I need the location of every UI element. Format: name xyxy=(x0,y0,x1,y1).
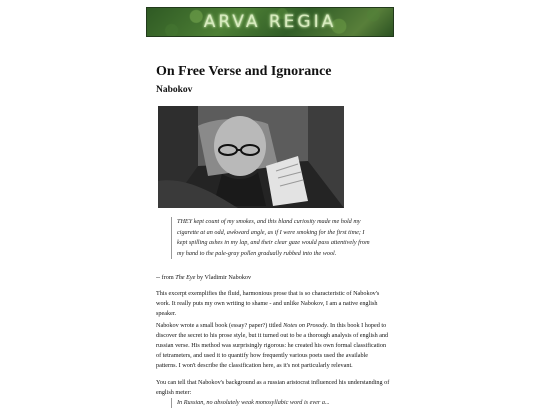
site-banner[interactable] xyxy=(146,7,394,37)
source-suffix: by Vladimir Nabokov xyxy=(196,274,252,281)
author-photo xyxy=(158,106,344,208)
author-photo-illustration xyxy=(158,106,344,208)
article-author: Nabokov xyxy=(156,85,193,95)
paragraph-2-book-title: Notes on Prosody xyxy=(283,322,327,329)
source-work-title: The Eye xyxy=(175,274,196,281)
excerpt-blockquote: THEY kept count of my smokes, and this bland curiosity made me hold my cigarette at an odd, awkward angle, as if I were smoking for the first time; I kept spilling ashes in my lap, and their clear gaze would pass attentively from my hand to the pale-gray pollen gradually rubbed into the wool. xyxy=(171,217,373,259)
excerpt-source xyxy=(156,273,251,283)
paragraph-1: This excerpt exemplifies the fluid, harmonious prose that is so characteristic of Nabokov's work. It really puts my own writing to shame - and unlike Nabokov, I am a native english speaker. xyxy=(156,290,380,317)
paragraph-3: You can tell that Nabokov's background as a russian aristocrat influenced his understanding of english meter: xyxy=(156,379,390,396)
paragraph-2-part-2: . In this book I hoped to discover the secret to his prose style, but it turned out to be a thorough analysis of english and russian verse. His method was surprisingly rigorous: he created his own formal classification of tetrameters, and used it to quantify how frequently various poets used the available patterns. I won't describe the classification here, as it's not particularly relevant. xyxy=(156,322,389,369)
article-title: On Free Verse and Ignorance xyxy=(156,64,332,79)
source-prefix: -- from xyxy=(156,274,174,281)
site-banner-title: ARVA REGIA xyxy=(203,12,337,32)
paragraph-2 xyxy=(156,321,390,371)
paragraph-2-part-1: Nabokov wrote a small book (essay? paper?) titled xyxy=(156,322,282,329)
prosody-blockquote: In Russian, no absolutely weak monosyllabic word is ever a... xyxy=(171,398,373,408)
